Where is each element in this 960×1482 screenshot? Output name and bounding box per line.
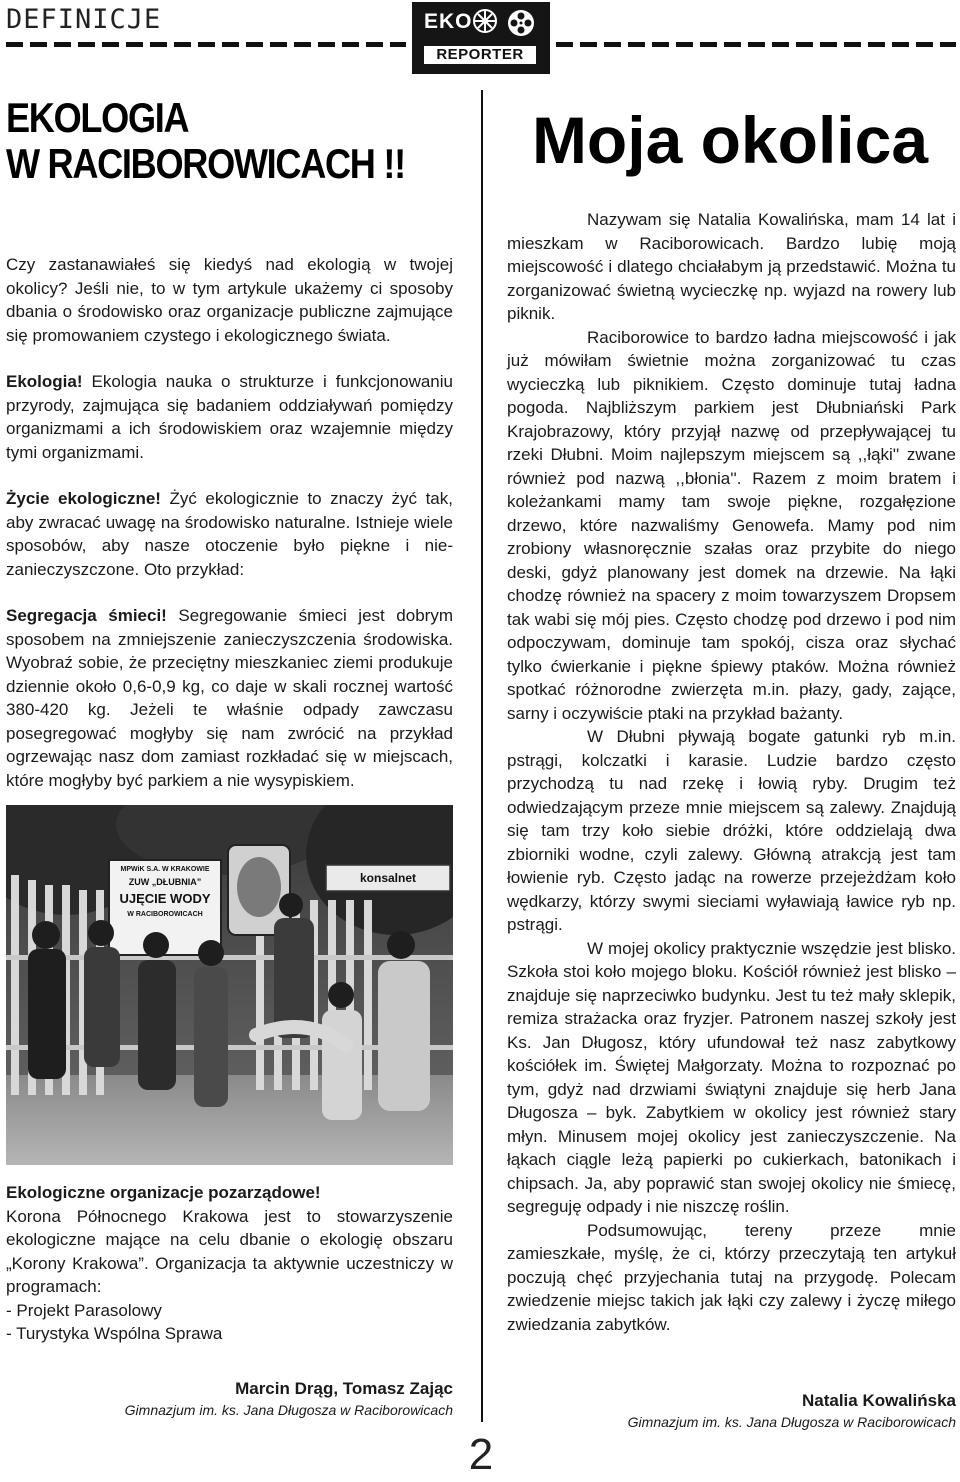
right-author: Natalia Kowalińska — [801, 1391, 956, 1410]
right-paragraph-3: W Dłubni pływają bogate gatunki ryb m.in. pstrągi, kolczatki i karasie. Ludzie bardzo często przychodzą tu nad rzekę i łowią ryby. Drugim też odwiedzającym przeze mnie miejscem są zalewy. Znajdują się tam trzy koło siebie dróżki, które oddzielają dwa zbiorniki wodne, czyli zalewy. Główną atrakcją jest tam łowienie ryb. Często jadąc na rowerze przejeżdżam koło wędkarzy, którzy swymi sieciami wyławiają ławice ryb np. pstrągi. — [507, 727, 956, 934]
logo-eko-text: EKO — [424, 10, 473, 33]
left-school: Gimnazjum im. ks. Jana Długosza w Raciborowicach — [124, 1402, 453, 1418]
dashed-rule-right — [556, 42, 956, 47]
left-signature — [125, 1378, 453, 1420]
zycie-heading: Życie ekologiczne! — [6, 489, 161, 508]
org-heading: Ekologiczne organizacje pozarządowe! — [6, 1183, 321, 1202]
org-text: Korona Północnego Krakowa jest to stowarzyszenie ekologiczne mające na celu dbanie o ekologię obszaru „Korony Krakowa”. Organizacja ta aktywnie uczestniczy w programach: — [6, 1206, 453, 1296]
segregacja-paragraph — [6, 604, 453, 792]
sign-line-4: W RACIBOROWICACH — [127, 911, 203, 918]
logo-reporter-text: REPORTER — [424, 46, 536, 64]
headline-line-1: EKOLOGIA — [6, 94, 189, 141]
article-photo — [6, 805, 453, 1165]
zycie-text: Żyć ekologicznie to znaczy żyć tak, aby zwracać uwagę na środowisko naturalne. Istnieje wiele sposobów, aby nasze otoczenie było piękne i nie-zanieczyszczone. Oto przykład: — [6, 489, 453, 579]
ekologia-heading: Ekologia! — [6, 372, 83, 391]
column-divider — [481, 90, 483, 1422]
right-signature — [628, 1390, 956, 1432]
intro-paragraph: Czy zastanawiałeś się kiedyś nad ekologią w twojej okolicy? Jeśli nie, to w tym artykule ukażemy ci sposoby dbania o środowisko oraz organizacje publiczne zajmujące się promowaniem czystego i ekologicznego świata. — [6, 255, 453, 345]
right-paragraph-2: Raciborowice to bardzo ładna miejscowość i jak już mówiłam świetnie można zorganizować tu czas wycieczką lub piknikiem. Często dominuje tutaj ładna pogoda. Najbliższym parkiem jest Dłubniański Park Krajobrazowy, który przyjął nazwę od przepływającej tu rzeki Dłubni. Moim najlepszym miejscem są ,,łąki'' zwane również pod nazwą ,,błonia''. Razem z moim bratem i koleżankami mamy tam swoje piękne, rozgałęzione drzewo, które nazwaliśmy Genowefa. Mamy pod nim zrobiony własnoręcznie szałas oraz przybite do niego deski, gdyż planowany jest domek na drzewie. Na łąki chodzę również na spacery z moim towarzyszem Dropsem tak wabi się mój pies. Często chodzę pod drzewo i pod nim odpoczywam, dominuje tam spokój, cisza oraz słychać tylko ćwierkanie i piękne śpiewy ptaków. Można również spotkać różnorodne zwierzęta m.in. płazy, gady, zające, sarny i oczywiście ptaki na przykład bażanty. — [507, 327, 956, 723]
dashed-rule-left — [6, 42, 406, 47]
org-paragraph — [6, 1181, 453, 1299]
ekologia-paragraph — [6, 370, 453, 464]
segregacja-text: Segregowanie śmieci jest dobrym sposobem na zmniejszenie zanieczyszczenia środowiska. Wyobraź sobie, że przeciętny mieszkaniec ziemi produkuje dziennie około 0,6-0,9 kg, co daje w skali rocznej wartość 380-420 kg. Jeżeli te właśnie odpady zawczasu posegregować mogłyby się nam zwrócić na przykład ogrzewając nasz dom zamiast rozkładać się w miejscach, które mogłyby być parkiem a nie wysypiskiem. — [6, 606, 453, 790]
section-label: DEFINICJE — [6, 4, 162, 35]
right-title: Moja okolica — [531, 103, 929, 177]
program-item-1: - Projekt Parasolowy — [6, 1300, 162, 1320]
page-number: 2 — [468, 1430, 494, 1479]
sun-icon — [472, 8, 498, 34]
program-item-2: - Turystyka Wspólna Sprawa — [6, 1324, 223, 1343]
right-paragraph-1: Nazywam się Natalia Kowalińska, mam 14 lat i mieszkam w Raciborowicach. Bardzo lubię moją miejscowość i dlatego chciałabym ją przedstawić. Można tu zorganizować świetną wycieczkę np. wyjazd na rowery lub piknik. — [507, 210, 956, 323]
sign-line-2: ZUW „DŁUBNIA” — [128, 877, 202, 887]
sign-line-1: MPWiK S.A. W KRAKOWIE — [120, 866, 210, 873]
right-paragraph-4: W mojej okolicy praktycznie wszędzie jest blisko. Szkoła stoi koło mojego bloku. Kościół również jest blisko – znajduje się naprzeciwko budynku. Jest tu też mały sklepik, remiza strażacka oraz fryzjer. Patronem naszej szkoły jest Ks. Jan Długosz, który ufundował też nasz zabytkowy kościółek im. Świętej Małgorzaty. Można to rozpoznać po tym, gdyż nad drzwiami świątyni znajduje się herb Jana Długosza – byk. Zabytkiem w okolicy jest również stary młyn. Minusem mojej okolicy jest zanieczyszczenie. Na łąkach ciągle leżą papierki po cukierkach, batonikach i chipsach. Ja, aby poprawić stan swojej okolicy nie śmiecę, segreguję odpady i nie niszczę roślin. — [507, 938, 956, 1216]
right-article — [507, 208, 956, 1336]
left-authors: Marcin Drąg, Tomasz Zając — [235, 1379, 453, 1398]
photo-banner-text: konsalnet — [359, 871, 416, 885]
film-reel-icon — [506, 8, 536, 38]
left-article — [6, 95, 453, 1346]
segregacja-heading: Segregacja śmieci! — [6, 606, 167, 625]
zycie-paragraph — [6, 487, 453, 581]
right-paragraph-5: Podsumowując, tereny przeze mnie zamieszkałe, myślę, że ci, którzy przeczytają ten artykuł poczują chęć przyjechania tutaj na przygodę. Polecam zwiedzenie miejsc takich jak łąki czy zalewy i życzę miłego zwiedzania zabytków. — [507, 1220, 956, 1334]
right-school: Gimnazjum im. ks. Jana Długosza w Raciborowicach — [627, 1414, 956, 1430]
headline-line-2: W RACIBOROWICACH !! — [6, 140, 405, 187]
eko-reporter-logo — [412, 2, 550, 74]
sign-line-3: UJĘCIE WODY — [119, 891, 211, 906]
ekologia-text: Ekologia nauka o strukturze i funkcjonowaniu przyrody, zajmująca się badaniem oddziaływań pomiędzy organizmami a ich środowiskiem oraz wzajemnie między tymi organizmami. — [6, 372, 453, 462]
